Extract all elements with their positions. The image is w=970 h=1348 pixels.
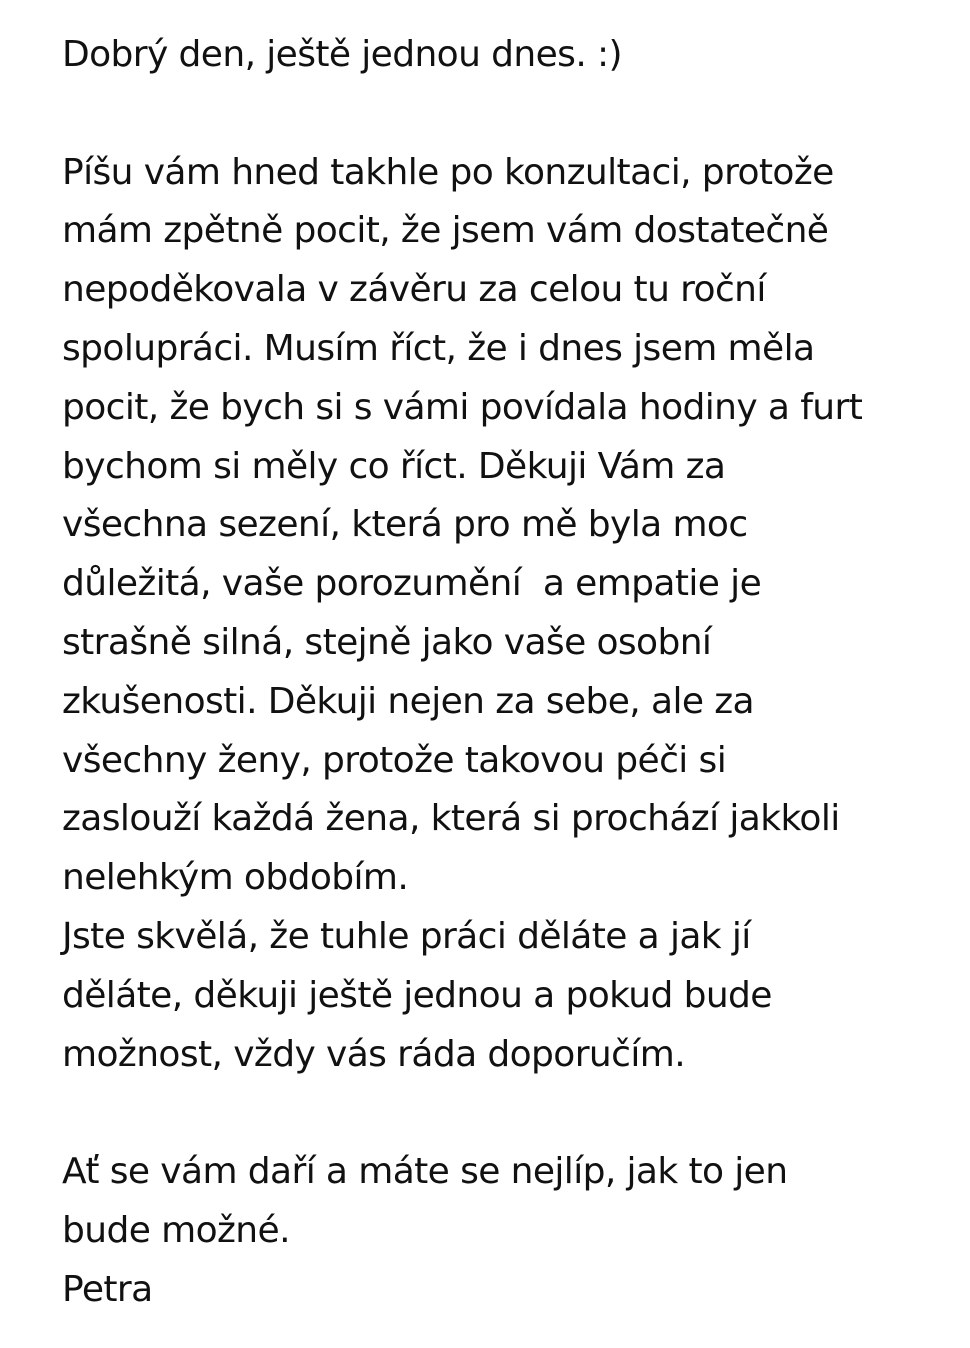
- blank-line: [62, 1084, 942, 1143]
- paragraph-line: všechna sezení, která pro mě byla moc: [62, 504, 748, 546]
- paragraph-line: důležitá, vaše porozumění a empatie je: [62, 563, 762, 605]
- signature: Petra: [62, 1268, 153, 1310]
- paragraph-line: zaslouží každá žena, která si prochází jakkoli: [62, 798, 840, 840]
- paragraph-line: děláte, děkuji ještě jednou a pokud bude: [62, 974, 772, 1016]
- paragraph-line: nelehkým obdobím.: [62, 857, 409, 899]
- paragraph-line: strašně silná, stejně jako vaše osobní: [62, 621, 712, 663]
- paragraph-line: Píšu vám hned takhle po konzultaci, protože: [62, 151, 834, 193]
- paragraph-line: mám zpětně pocit, že jsem vám dostatečně: [62, 210, 829, 252]
- paragraph-line: spolupráci. Musím říct, že i dnes jsem měla: [62, 327, 815, 369]
- paragraph-line: Jste skvělá, že tuhle práci děláte a jak jí: [62, 915, 751, 957]
- message-body: [62, 26, 942, 1320]
- paragraph-line: všechny ženy, protože takovou péči si: [62, 739, 727, 781]
- paragraph-line: pocit, že bych si s vámi povídala hodiny a furt: [62, 386, 863, 428]
- blank-line: [62, 85, 942, 144]
- closing-line: bude možné.: [62, 1209, 290, 1251]
- paragraph-line: možnost, vždy vás ráda doporučím.: [62, 1033, 686, 1075]
- closing-line: Ať se vám daří a máte se nejlíp, jak to jen: [62, 1151, 788, 1193]
- paragraph-line: nepoděkovala v závěru za celou tu roční: [62, 269, 766, 311]
- paragraph-line: zkušenosti. Děkuji nejen za sebe, ale za: [62, 680, 755, 722]
- greeting-line: Dobrý den, ještě jednou dnes. :): [62, 34, 622, 75]
- paragraph-line: bychom si měly co říct. Děkuji Vám za: [62, 445, 726, 487]
